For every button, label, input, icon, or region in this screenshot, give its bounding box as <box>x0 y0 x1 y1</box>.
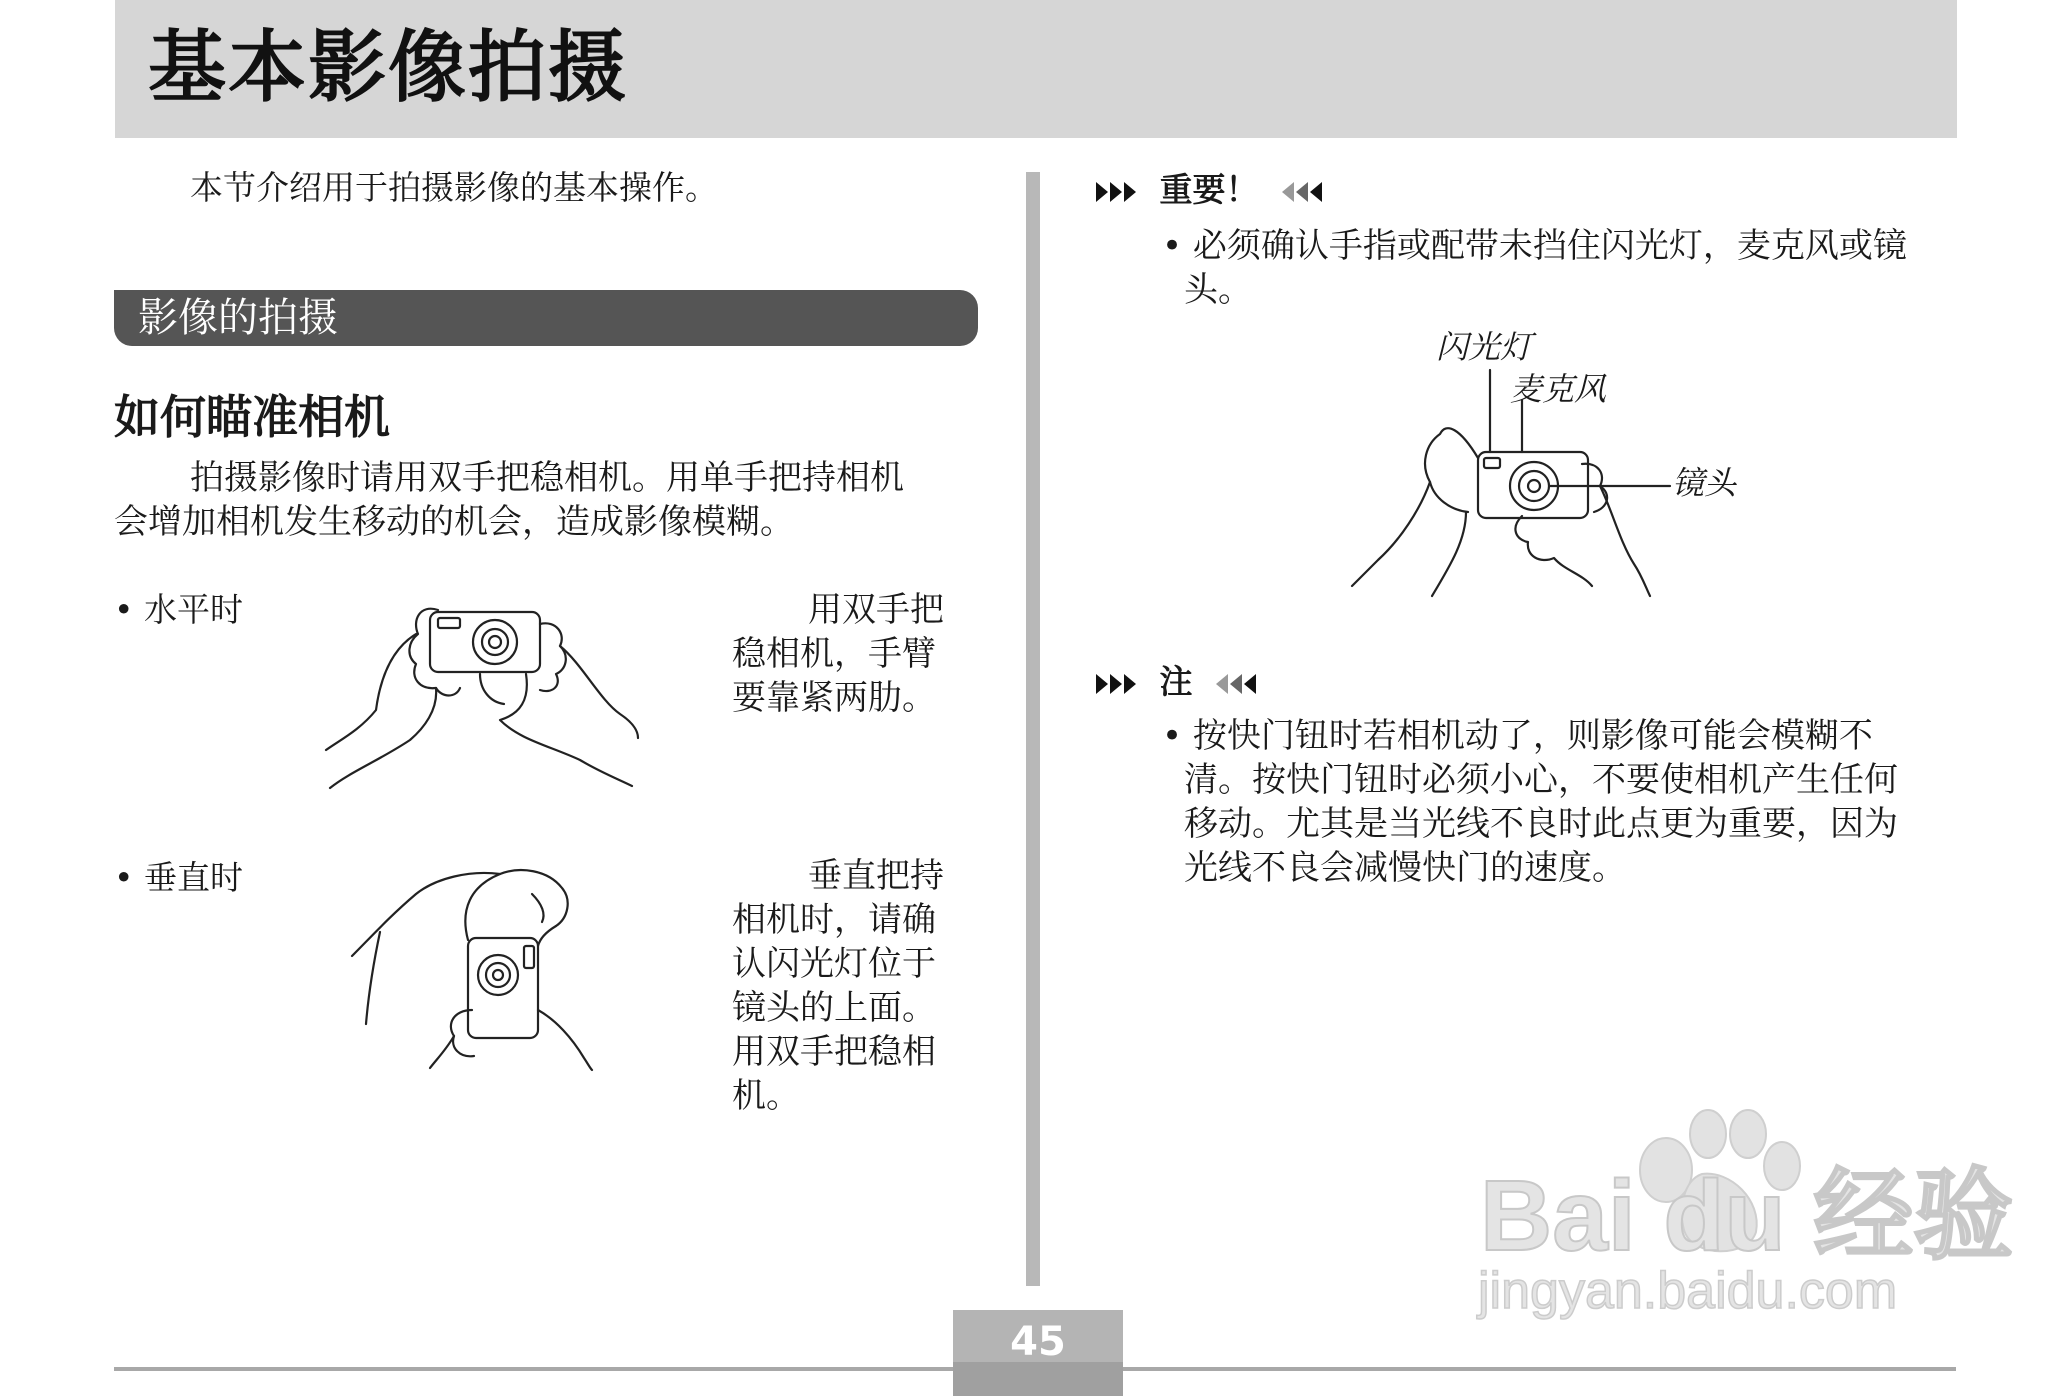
horizontal-desc-line: 要靠紧两肋。 <box>732 678 936 718</box>
important-line: 头。 <box>1184 270 1252 310</box>
horizontal-grip-illustration <box>320 590 640 790</box>
page-number: 45 <box>1010 1319 1066 1365</box>
note-line: 清。按快门钮时必须小心，不要使相机产生任何 <box>1184 760 1898 800</box>
important-heading <box>1094 168 1326 212</box>
column-divider <box>1026 172 1040 1286</box>
vertical-desc-line: 镜头的上面。 <box>732 988 936 1028</box>
caption-flash: 闪光灯 <box>1436 328 1533 366</box>
page-title: 基本影像拍摄 <box>148 23 629 113</box>
intro-text: 本节介绍用于拍摄影像的基本操作。 <box>190 168 718 207</box>
vertical-desc-line: 认闪光灯位于 <box>732 944 936 984</box>
vertical-desc-line: 机。 <box>732 1076 800 1116</box>
note-line: 光线不良会减慢快门的速度。 <box>1184 848 1626 888</box>
vertical-label: • 垂直时 <box>114 858 243 897</box>
arrows-left-icon <box>1214 671 1260 697</box>
important-body <box>1162 224 1907 312</box>
watermark-url: jingyan.baidu.com <box>1478 1262 1898 1320</box>
vertical-desc <box>732 854 944 1118</box>
baidu-watermark <box>1470 1090 2014 1320</box>
horizontal-label: • 水平时 <box>114 590 243 629</box>
horizontal-desc-line: 用双手把 <box>808 590 944 630</box>
note-title: 注 <box>1159 662 1193 701</box>
arrows-left-icon <box>1280 179 1326 205</box>
caption-lens: 镜头 <box>1672 464 1737 502</box>
section-bar-title: 影像的拍摄 <box>138 295 338 341</box>
camera-parts-illustration <box>1350 360 1680 600</box>
paragraph <box>114 456 984 544</box>
vertical-desc-line: 垂直把持 <box>808 856 944 896</box>
subheading: 如何瞄准相机 <box>114 390 390 444</box>
important-line: • 必须确认手指或配带未挡住闪光灯，麦克风或镜 <box>1162 226 1907 266</box>
important-title: 重要！ <box>1159 170 1259 209</box>
watermark-brand: Bai du 经验 <box>1480 1160 2014 1272</box>
paragraph-line-2: 会增加相机发生移动的机会，造成影像模糊。 <box>114 502 794 542</box>
note-body <box>1162 714 1898 890</box>
arrows-right-icon <box>1094 179 1140 205</box>
horizontal-desc <box>732 588 944 720</box>
note-heading <box>1094 660 1260 704</box>
caption-mic: 麦克风 <box>1510 370 1607 408</box>
paragraph-line-1: 拍摄影像时请用双手把稳相机。用单手把持相机 <box>190 458 904 498</box>
vertical-grip-illustration <box>350 860 610 1070</box>
note-line: 移动。尤其是当光线不良时此点更为重要，因为 <box>1184 804 1898 844</box>
vertical-desc-line: 用双手把稳相 <box>732 1032 936 1072</box>
horizontal-desc-line: 稳相机，手臂 <box>732 634 936 674</box>
vertical-desc-line: 相机时，请确 <box>732 900 936 940</box>
arrows-right-icon <box>1094 671 1140 697</box>
note-line: • 按快门钮时若相机动了，则影像可能会模糊不 <box>1162 716 1873 756</box>
